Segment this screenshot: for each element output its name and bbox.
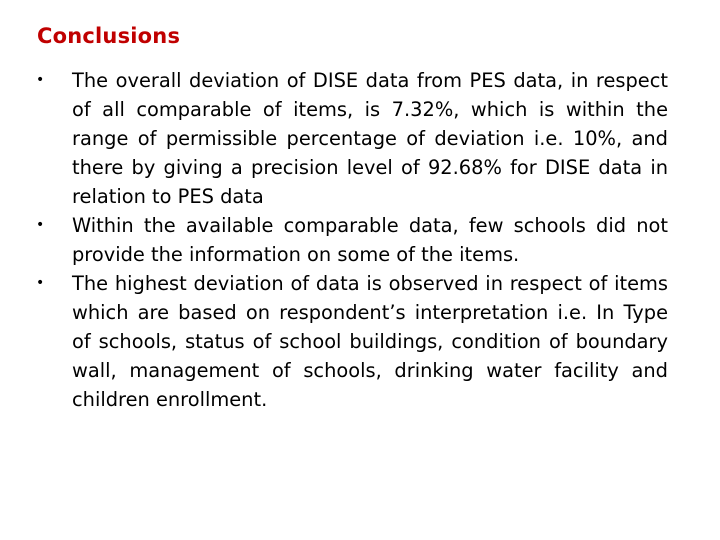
bullet-item-deviation bbox=[36, 66, 668, 211]
bullet-list bbox=[36, 66, 668, 414]
slide-title: Conclusions bbox=[37, 24, 181, 48]
bullet-dot-icon: • bbox=[36, 217, 45, 233]
bullet-item-missing-info bbox=[36, 211, 668, 269]
bullet-text: The highest deviation of data is observed in respect of items which are based on respondent’s interpretation i.e. In Type of schools, status of school buildings, condition of boundary wall, management of schools, drinking water facility and children enrollment. bbox=[72, 272, 668, 411]
bullet-text: The overall deviation of DISE data from PES data, in respect of all comparable of items, is 7.32%, which is within the range of permissible percentage of deviation i.e. 10%, and there by giving a precision level of 92.68% for DISE data in relation to PES data bbox=[72, 69, 668, 208]
bullet-dot-icon: • bbox=[36, 72, 45, 88]
bullet-text: Within the available comparable data, few schools did not provide the information on some of the items. bbox=[72, 214, 668, 266]
bullet-item-highest-deviation bbox=[36, 269, 668, 414]
bullet-dot-icon: • bbox=[36, 275, 45, 291]
